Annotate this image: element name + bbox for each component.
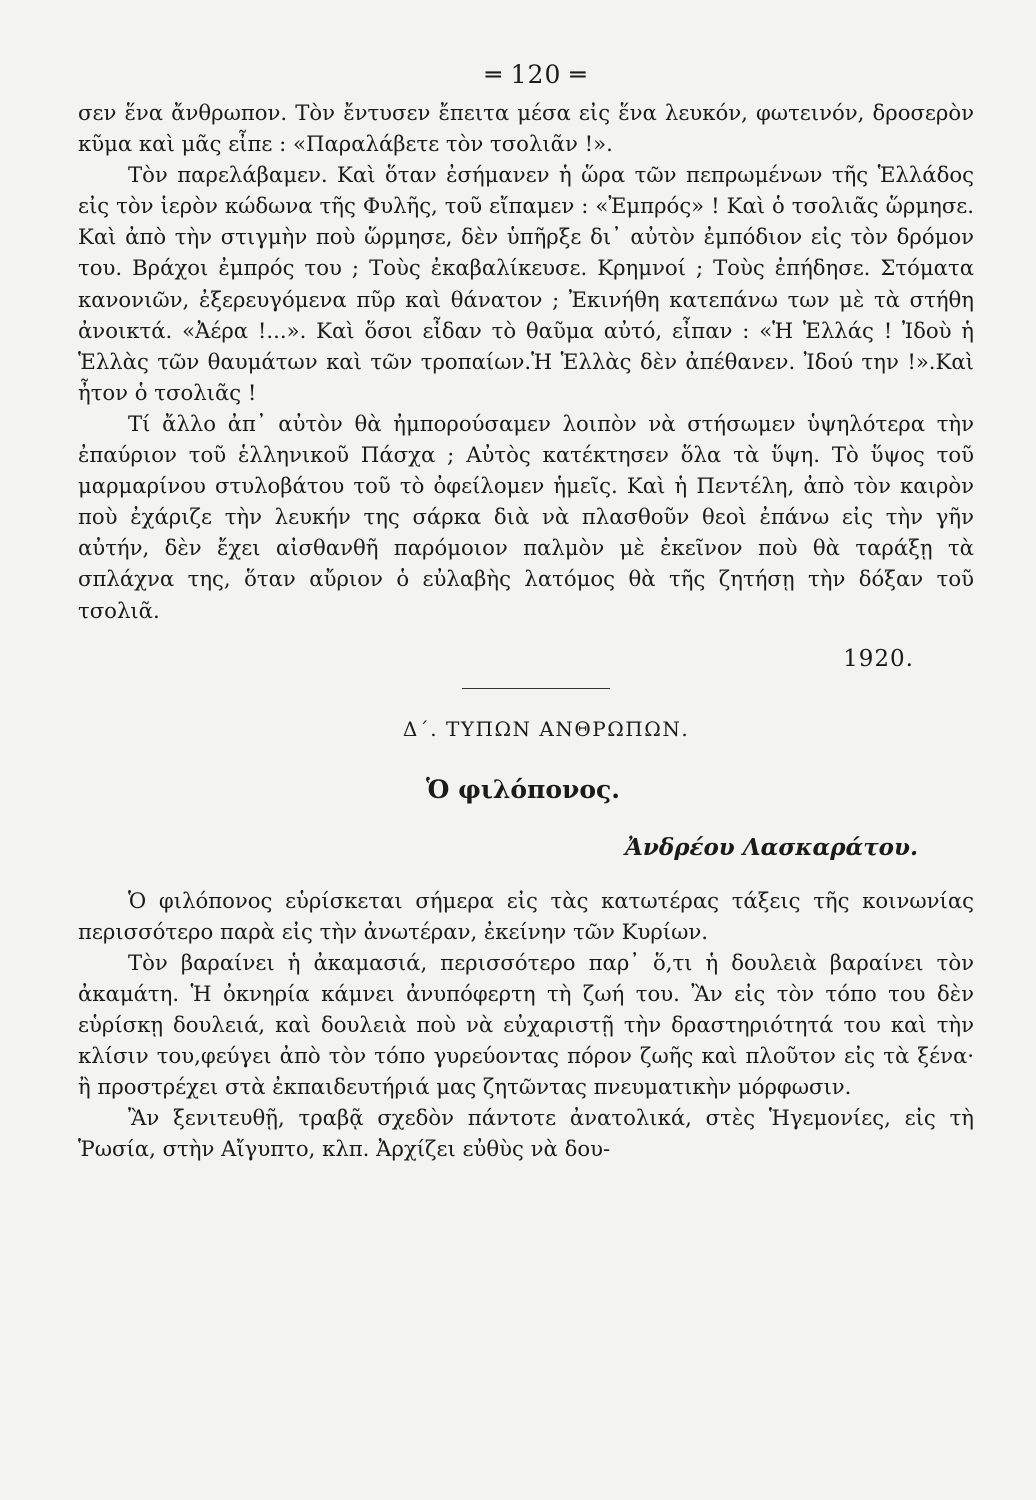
paragraph: Τὸν βαραίνει ἡ ἀκαμασιά, περισσότερο παρ᾽ ὅ,τι ἡ δουλειὰ βαραίνει τὸν ἀκαμάτη. Ἡ ὀκνηρία κάμνει ἀνυπόφερτη τὴ ζωή του. Ἂν εἰς τὸν τόπο του δὲν εὑρίσκῃ δουλειά, καὶ δουλειὰ ποὺ νὰ εὐχαριστῇ τὴν δραστηριότητά του καὶ τὴν κλίσιν του,φεύγει ἀπὸ τὸν τόπο γυρεύοντας πόρον ζωῆς καὶ πλοῦτον εἰς τὰ ξένα· ἢ προστρέχει στὰ ἐκπαιδευτήριά μας ζητῶντας πνευματικὴν μόρφωσιν.: [78, 949, 974, 1100]
section-divider: [462, 688, 610, 689]
paragraph: Τί ἄλλο ἀπ᾽ αὐτὸν θὰ ἠμπορούσαμεν λοιπὸν νὰ στήσωμεν ὑψηλότερα τὴν ἐπαύριον τοῦ ἑλληνικοῦ Πάσχα ; Αὐτὸς κατέκτησεν ὅλα τὰ ὕψη. Τὸ ὕψος τοῦ μαρμαρίνου στυλοβάτου τοῦ τὸ ὀφείλομεν ἡμεῖς. Καὶ ἡ Πεντέλη, ἀπὸ τὸν καιρὸν ποὺ ἐχάριζε τὴν λευκήν της σάρκα διὰ νὰ πλασθοῦν θεοὶ ἐπάνω εἰς τὴν γῆν αὐτήν, δὲν ἔχει αἰσθανθῆ παρόμοιον παλμὸν μὲ ἐκεῖνον ποὺ θὰ ταράξῃ τὰ σπλάχνα της, ὅταν αὔριον ὁ εὐλαβὴς λατόμος θὰ τῆς ζητήσῃ τὴν δόξαν τοῦ τσολιᾶ.: [78, 410, 974, 623]
paragraph: Ἂν ξενιτευθῇ, τραβᾷ σχεδὸν πάντοτε ἀνατολικά, στὲς Ἡγεμονίες, εἰς τὴ Ῥωσία, στὴν Αἴγυπτο, κλπ. Ἀρχίζει εὐθὺς νὰ δου-: [78, 1105, 974, 1162]
page-number: ═ 120 ═: [485, 60, 587, 89]
paragraph-continued: σεν ἕνα ἄνθρωπον. Τὸν ἔντυσεν ἔπειτα μέσα εἰς ἕνα λευκόν, φωτεινόν, δροσερὸν κῦμα καὶ μᾶς εἶπε : «Παραλάβετε τὸν τσολιᾶν !».: [78, 100, 974, 157]
date-signature: 1920.: [843, 645, 914, 672]
section-heading: Δ΄. ΤΥΠΩΝ ΑΝΘΡΩΠΩΝ.: [402, 716, 690, 741]
essay-title: Ὁ φιλόπονος.: [426, 774, 620, 804]
paragraph: Τὸν παρελάβαμεν. Καὶ ὅταν ἐσήμανεν ἡ ὥρα τῶν πεπρωμένων τῆς Ἑλλάδος εἰς τὸν ἱερὸν κώδωνα τῆς Φυλῆς, τοῦ εἴπαμεν : «Ἐμπρός» ! Καὶ ὁ τσολιᾶς ὥρμησε. Καὶ ἀπὸ τὴν στιγμὴν ποὺ ὥρμησε, δὲν ὑπῆρξε δι᾽ αὐτὸν ἐμπόδιον εἰς τὸν δρόμον του. Βράχοι ἐμπρός του ; Τοὺς ἐκαβαλίκευσε. Κρημνοί ; Τοὺς ἐπήδησε. Στόματα κανονιῶν, ἐξερευγόμενα πῦρ καὶ θάνατον ; Ἐκινήθη κατεπάνω των μὲ τὰ στήθη ἀνοικτά. «Ἀέρα !...». Καὶ ὅσοι εἶδαν τὸ θαῦμα αὐτό, εἶπαν : «Ἡ Ἑλλάς ! Ἰδοὺ ἡ Ἑλλὰς τῶν θαυμάτων καὶ τῶν τροπαίων.Ἡ Ἑλλὰς δὲν ἀπέθανεν. Ἰδού την !».Καὶ ἦτον ὁ τσολιᾶς !: [78, 162, 974, 405]
author-name: Ἀνδρέου Λασκαράτου.: [625, 833, 918, 861]
paragraph: Ὁ φιλόπονος εὑρίσκεται σήμερα εἰς τὰς κατωτέρας τάξεις τῆς κοινωνίας περισσότερο παρὰ εἰς τὴν ἀνωτέραν, ἐκείνην τῶν Κυρίων.: [78, 887, 974, 944]
